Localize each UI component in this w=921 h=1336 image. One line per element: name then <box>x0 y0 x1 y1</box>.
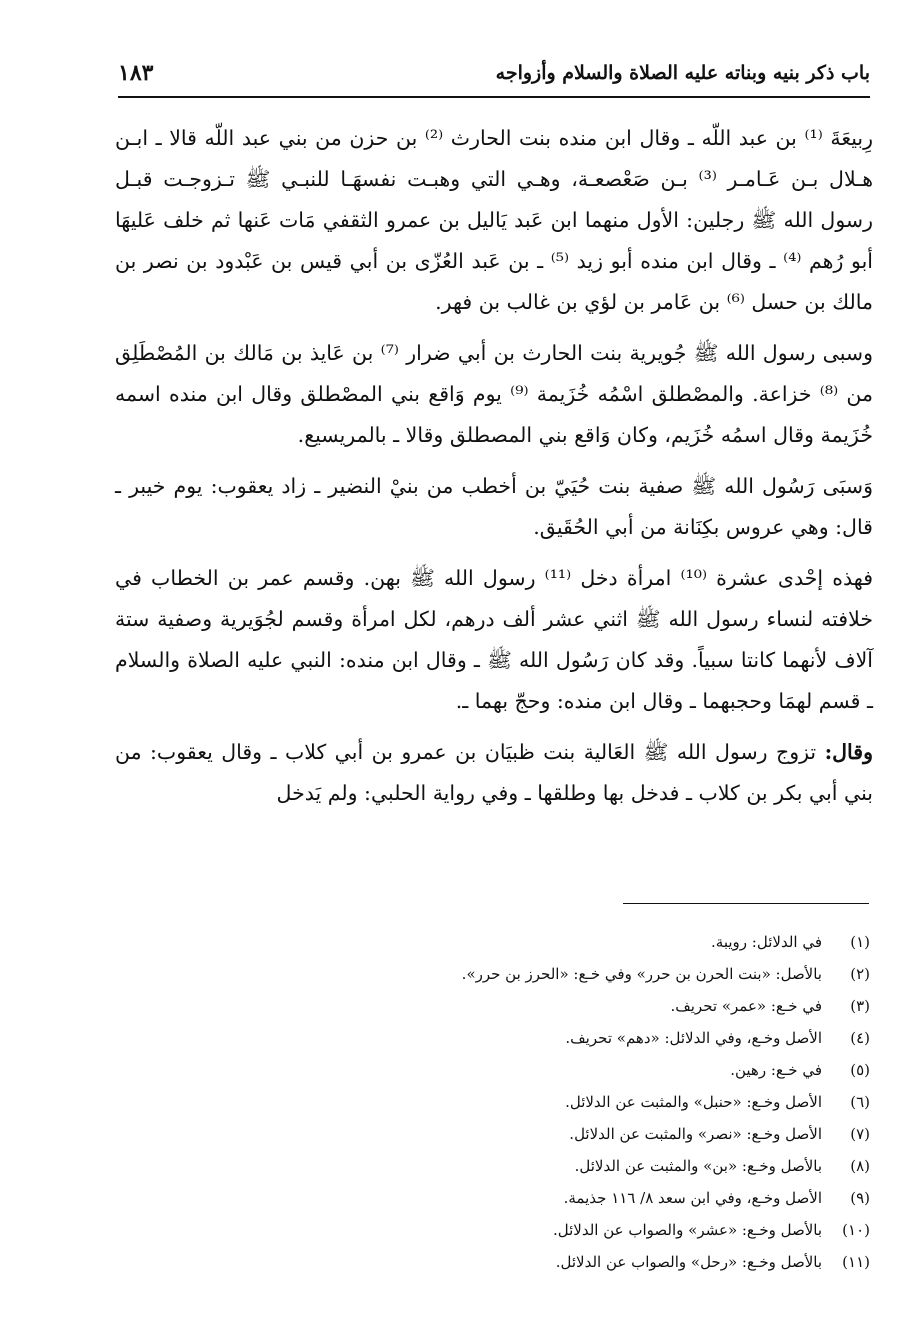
footnote-number: (١) <box>850 933 870 951</box>
paragraph-lead-word: وقال: <box>824 740 873 764</box>
footnote-text: في خـع: «عمر» تحريف. <box>670 997 822 1015</box>
footnote <box>200 1054 870 1086</box>
main-text <box>115 118 873 824</box>
paragraph-text: تزوج رسول الله ﷺ العَالية بنت ظبيَان بن عمرو بن أبي كلاب ـ وقال يعقوب: من بني أبي بكر بن كلاب ـ فدخل بها وطلقها ـ وفي رواية الحلبي: ولم يَدخل <box>115 740 873 805</box>
footnote <box>200 1182 870 1214</box>
page-number: ١٨٣ <box>118 60 154 86</box>
footnote-text: بالأصل وخـع: «رحل» والصواب عن الدلائل. <box>555 1253 822 1271</box>
footnote <box>200 1214 870 1246</box>
footnote <box>200 1086 870 1118</box>
footnote-number: (٦) <box>850 1093 870 1111</box>
footnote-text: بالأصل وخـع: «بن» والمثبت عن الدلائل. <box>574 1157 822 1175</box>
footnote-text: بالأصل وخـع: «عشر» والصواب عن الدلائل. <box>552 1221 822 1239</box>
footnote-text: في الدلائل: رويبة. <box>711 933 822 951</box>
footnote-text: بالأصل: «بنت الحرن بن حرر» وفي خـع: «الحرز بن حرر». <box>461 965 822 983</box>
paragraph: وَسبَى رَسُول الله ﷺ صفية بنت حُيَيّ بن أخطب من بنيْ النضير ـ زاد يعقوب: يوم خيبر ـ قال: وهي عروس بكِنَانة من أبي الحُقَيق. <box>115 474 873 539</box>
footnote-text: الأصل وخـع، وفي ابن سعد ٨/ ١١٦ جذيمة. <box>563 1189 822 1207</box>
footnote <box>200 926 870 958</box>
footnote-text: الأصل وخـع: «نصر» والمثبت عن الدلائل. <box>569 1125 822 1143</box>
footnote-number: (٥) <box>850 1061 870 1079</box>
footnote <box>200 958 870 990</box>
page-header <box>118 60 870 98</box>
footnote <box>200 1150 870 1182</box>
footnote-number: (١١) <box>842 1253 870 1271</box>
footnote <box>200 1246 870 1278</box>
paragraph: رِبيعَةَ ⁽¹⁾ بن عبد اللّه ـ وقال ابن منده بنت الحارث ⁽²⁾ بن حزن من بني عبد اللّه قالا ـ ابـن هـلال بـن عَـامـر ⁽³⁾ بـن صَعْصعـة، وهـي التي وهبـت نفسهَـا للنبـي ﷺ تـزوجـت قبـل رسول الله ﷺ رجلين: الأول منهما ابن عَبد يَاليل بن عمرو الثقفي مَات عَنها ثم خلف عَليهَا أبو رُهم ⁽⁴⁾ ـ وقال ابن منده أبو زيد ⁽⁵⁾ ـ بن عَبد العُزّى بن أبي قيس بن عَبْدود بن نصر بن مالك بن حسل ⁽⁶⁾ بن عَامر بن لؤي بن غالب بن فهر. <box>115 126 873 314</box>
running-title: باب ذكر بنيه وبناته عليه الصلاة والسلام وأزواجه <box>495 62 870 84</box>
footnote <box>200 1118 870 1150</box>
footnote <box>200 1022 870 1054</box>
footnote-text: الأصل وخـع: «حنبل» والمثبت عن الدلائل. <box>565 1093 822 1111</box>
paragraph <box>115 732 873 814</box>
footnote-number: (٣) <box>850 997 870 1015</box>
paragraph: فهذه إحْدى عشرة ⁽¹⁰⁾ امرأة دخل ⁽¹¹⁾ رسول الله ﷺ بهن. وقسم عمر بن الخطاب في خلافته لنساء رسول الله ﷺ اثني عشر ألف درهم، لكل امرأة وقسم لجُوَيرية وصفية ستة آلاف لأنهما كانتا سبياً. وقد كان رَسُول الله ﷺ ـ وقال ابن منده: النبي عليه الصلاة والسلام ـ قسم لهمَا وحجبهما ـ وقال ابن منده: وحجّ بهما ـ. <box>115 566 873 713</box>
footnote-number: (١٠) <box>842 1221 870 1239</box>
footnote-number: (٤) <box>850 1029 870 1047</box>
footnote-number: (٩) <box>850 1189 870 1207</box>
footnote-number: (٧) <box>850 1125 870 1143</box>
footnote-divider <box>623 903 869 904</box>
footnote-text: الأصل وخـع، وفي الدلائل: «دهم» تحريف. <box>565 1029 822 1047</box>
footnote-text: في خـع: رهين. <box>730 1061 822 1079</box>
footnote-number: (٨) <box>850 1157 870 1175</box>
footnote-number: (٢) <box>850 965 870 983</box>
footnote <box>200 990 870 1022</box>
paragraph: وسبى رسول الله ﷺ جُويرية بنت الحارث بن أبي ضرار ⁽⁷⁾ بن عَايذ بن مَالك بن المُصْطَلِق من ⁽⁸⁾ خزاعة. والمصْطلق اسْمُه خُزَيمة ⁽⁹⁾ يوم وَاقع بني المصْطلق وقال ابن منده اسمه خُزَيمة وقال اسمُه خُزَيم، وكان وَاقع بني المصطلق وقالا ـ بالمريسيع. <box>115 341 874 447</box>
footnotes <box>200 926 870 1278</box>
